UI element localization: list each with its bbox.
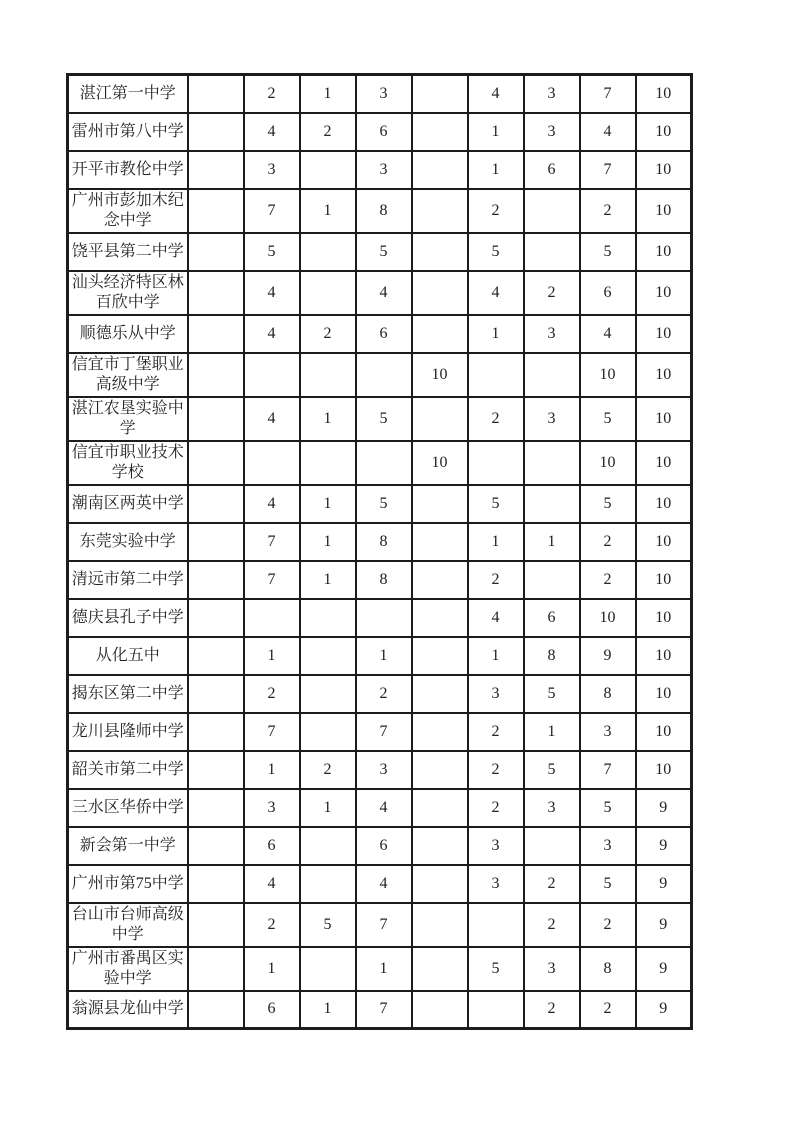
value-cell <box>188 353 244 397</box>
value-cell: 4 <box>468 75 524 113</box>
value-cell: 9 <box>636 947 692 991</box>
value-cell: 9 <box>636 827 692 865</box>
school-name-cell: 信宜市职业技术学校 <box>68 441 188 485</box>
value-cell: 10 <box>580 599 636 637</box>
value-cell: 10 <box>636 315 692 353</box>
value-cell: 9 <box>636 865 692 903</box>
school-name-cell: 台山市台师高级中学 <box>68 903 188 947</box>
table-row <box>68 113 692 151</box>
value-cell: 5 <box>356 233 412 271</box>
value-cell: 2 <box>356 675 412 713</box>
value-cell: 5 <box>356 485 412 523</box>
value-cell: 4 <box>356 789 412 827</box>
value-cell: 3 <box>468 865 524 903</box>
value-cell: 6 <box>244 827 300 865</box>
value-cell <box>300 599 356 637</box>
value-cell: 1 <box>468 151 524 189</box>
value-cell: 3 <box>524 113 580 151</box>
value-cell: 3 <box>468 675 524 713</box>
value-cell: 3 <box>524 75 580 113</box>
school-name-cell: 揭东区第二中学 <box>68 675 188 713</box>
value-cell: 10 <box>636 485 692 523</box>
value-cell <box>300 947 356 991</box>
table-row <box>68 599 692 637</box>
value-cell <box>468 903 524 947</box>
value-cell: 1 <box>300 485 356 523</box>
value-cell: 2 <box>580 189 636 233</box>
value-cell: 4 <box>468 599 524 637</box>
value-cell <box>524 441 580 485</box>
value-cell: 1 <box>468 523 524 561</box>
value-cell <box>188 991 244 1029</box>
value-cell: 7 <box>356 991 412 1029</box>
value-cell: 4 <box>580 315 636 353</box>
value-cell <box>412 599 468 637</box>
value-cell <box>412 397 468 441</box>
value-cell <box>412 485 468 523</box>
value-cell <box>188 827 244 865</box>
value-cell: 3 <box>524 947 580 991</box>
value-cell: 10 <box>636 75 692 113</box>
value-cell <box>412 315 468 353</box>
value-cell <box>188 397 244 441</box>
value-cell: 10 <box>636 189 692 233</box>
value-cell: 1 <box>244 947 300 991</box>
value-cell: 5 <box>468 233 524 271</box>
value-cell <box>300 441 356 485</box>
value-cell: 2 <box>524 991 580 1029</box>
value-cell: 1 <box>300 789 356 827</box>
table-row <box>68 485 692 523</box>
value-cell: 6 <box>580 271 636 315</box>
value-cell: 7 <box>580 751 636 789</box>
value-cell: 7 <box>244 189 300 233</box>
value-cell: 2 <box>468 751 524 789</box>
value-cell <box>188 751 244 789</box>
value-cell <box>188 599 244 637</box>
value-cell: 1 <box>300 75 356 113</box>
table-row <box>68 903 692 947</box>
table-row <box>68 523 692 561</box>
value-cell: 1 <box>524 713 580 751</box>
value-cell: 3 <box>356 151 412 189</box>
value-cell: 6 <box>356 113 412 151</box>
value-cell <box>188 441 244 485</box>
value-cell: 8 <box>356 189 412 233</box>
school-name-cell: 三水区华侨中学 <box>68 789 188 827</box>
table-body <box>68 75 692 1029</box>
value-cell <box>412 637 468 675</box>
school-name-cell: 翁源县龙仙中学 <box>68 991 188 1029</box>
value-cell <box>412 523 468 561</box>
value-cell: 2 <box>468 397 524 441</box>
value-cell <box>300 353 356 397</box>
value-cell: 2 <box>580 561 636 599</box>
value-cell: 5 <box>356 397 412 441</box>
value-cell: 2 <box>468 789 524 827</box>
value-cell: 3 <box>356 75 412 113</box>
value-cell <box>412 75 468 113</box>
value-cell: 10 <box>412 441 468 485</box>
value-cell: 10 <box>636 675 692 713</box>
value-cell: 6 <box>356 315 412 353</box>
value-cell: 7 <box>356 713 412 751</box>
value-cell <box>300 675 356 713</box>
table-row <box>68 151 692 189</box>
table-row <box>68 865 692 903</box>
value-cell: 5 <box>580 397 636 441</box>
value-cell <box>524 827 580 865</box>
value-cell <box>188 865 244 903</box>
value-cell: 1 <box>244 751 300 789</box>
value-cell: 1 <box>524 523 580 561</box>
value-cell <box>188 637 244 675</box>
value-cell <box>468 991 524 1029</box>
value-cell: 6 <box>524 599 580 637</box>
value-cell <box>188 113 244 151</box>
value-cell: 5 <box>468 485 524 523</box>
value-cell: 9 <box>636 903 692 947</box>
value-cell <box>412 903 468 947</box>
value-cell: 2 <box>580 991 636 1029</box>
school-name-cell: 信宜市丁堡职业高级中学 <box>68 353 188 397</box>
value-cell: 4 <box>356 271 412 315</box>
value-cell <box>244 599 300 637</box>
value-cell: 2 <box>524 903 580 947</box>
value-cell <box>412 991 468 1029</box>
school-name-cell: 广州市第75中学 <box>68 865 188 903</box>
value-cell: 7 <box>580 151 636 189</box>
school-name-cell: 韶关市第二中学 <box>68 751 188 789</box>
value-cell: 5 <box>524 675 580 713</box>
value-cell <box>188 75 244 113</box>
value-cell: 2 <box>244 903 300 947</box>
value-cell: 10 <box>580 353 636 397</box>
value-cell: 3 <box>580 827 636 865</box>
value-cell <box>188 713 244 751</box>
value-cell: 6 <box>356 827 412 865</box>
value-cell <box>188 675 244 713</box>
table-row <box>68 353 692 397</box>
school-name-cell: 从化五中 <box>68 637 188 675</box>
value-cell: 10 <box>636 523 692 561</box>
value-cell <box>412 189 468 233</box>
value-cell: 7 <box>244 523 300 561</box>
value-cell: 1 <box>300 523 356 561</box>
value-cell <box>244 353 300 397</box>
value-cell: 10 <box>580 441 636 485</box>
value-cell: 10 <box>636 713 692 751</box>
value-cell: 2 <box>468 713 524 751</box>
value-cell: 7 <box>356 903 412 947</box>
value-cell: 8 <box>356 523 412 561</box>
value-cell: 5 <box>580 789 636 827</box>
school-name-cell: 饶平县第二中学 <box>68 233 188 271</box>
value-cell: 2 <box>300 315 356 353</box>
value-cell: 2 <box>244 75 300 113</box>
value-cell: 7 <box>244 713 300 751</box>
value-cell: 10 <box>636 271 692 315</box>
value-cell: 8 <box>356 561 412 599</box>
value-cell: 1 <box>468 113 524 151</box>
value-cell: 5 <box>580 865 636 903</box>
value-cell <box>412 865 468 903</box>
value-cell: 5 <box>300 903 356 947</box>
value-cell <box>412 827 468 865</box>
value-cell: 7 <box>244 561 300 599</box>
value-cell: 2 <box>580 903 636 947</box>
value-cell <box>188 189 244 233</box>
value-cell: 1 <box>356 637 412 675</box>
school-name-cell: 顺德乐从中学 <box>68 315 188 353</box>
value-cell: 4 <box>244 485 300 523</box>
value-cell: 10 <box>636 637 692 675</box>
value-cell: 10 <box>412 353 468 397</box>
value-cell <box>188 233 244 271</box>
value-cell: 2 <box>524 271 580 315</box>
value-cell: 2 <box>300 113 356 151</box>
value-cell <box>468 441 524 485</box>
value-cell: 2 <box>300 751 356 789</box>
value-cell: 1 <box>300 561 356 599</box>
school-name-cell: 清远市第二中学 <box>68 561 188 599</box>
value-cell: 1 <box>468 637 524 675</box>
value-cell: 10 <box>636 441 692 485</box>
value-cell <box>300 865 356 903</box>
value-cell: 10 <box>636 397 692 441</box>
value-cell <box>300 151 356 189</box>
value-cell: 3 <box>580 713 636 751</box>
value-cell <box>188 151 244 189</box>
value-cell <box>188 523 244 561</box>
school-name-cell: 广州市彭加木纪念中学 <box>68 189 188 233</box>
value-cell: 3 <box>468 827 524 865</box>
value-cell <box>244 441 300 485</box>
value-cell <box>412 789 468 827</box>
school-name-cell: 广州市番禺区实验中学 <box>68 947 188 991</box>
value-cell <box>412 233 468 271</box>
schools-table <box>66 73 693 1030</box>
value-cell: 2 <box>580 523 636 561</box>
value-cell <box>468 353 524 397</box>
value-cell <box>188 903 244 947</box>
table-row <box>68 637 692 675</box>
table-row <box>68 397 692 441</box>
value-cell: 4 <box>580 113 636 151</box>
value-cell: 2 <box>468 189 524 233</box>
value-cell: 5 <box>580 233 636 271</box>
value-cell <box>524 353 580 397</box>
value-cell: 2 <box>468 561 524 599</box>
table-row <box>68 315 692 353</box>
value-cell <box>524 485 580 523</box>
school-name-cell: 龙川县隆师中学 <box>68 713 188 751</box>
value-cell: 8 <box>524 637 580 675</box>
value-cell: 10 <box>636 599 692 637</box>
value-cell <box>300 271 356 315</box>
value-cell: 3 <box>244 151 300 189</box>
value-cell: 10 <box>636 151 692 189</box>
value-cell: 9 <box>580 637 636 675</box>
table-row <box>68 827 692 865</box>
table-row <box>68 675 692 713</box>
table-row <box>68 947 692 991</box>
value-cell <box>300 713 356 751</box>
table-row <box>68 189 692 233</box>
value-cell <box>188 485 244 523</box>
value-cell: 2 <box>244 675 300 713</box>
value-cell: 9 <box>636 991 692 1029</box>
value-cell: 5 <box>524 751 580 789</box>
value-cell <box>412 675 468 713</box>
value-cell <box>524 561 580 599</box>
value-cell: 6 <box>244 991 300 1029</box>
value-cell <box>412 561 468 599</box>
table-row <box>68 271 692 315</box>
value-cell: 4 <box>244 865 300 903</box>
school-name-cell: 湛江农垦实验中学 <box>68 397 188 441</box>
value-cell <box>412 947 468 991</box>
value-cell <box>412 751 468 789</box>
school-name-cell: 开平市教伦中学 <box>68 151 188 189</box>
value-cell: 4 <box>468 271 524 315</box>
value-cell <box>412 113 468 151</box>
value-cell: 1 <box>300 189 356 233</box>
table-row <box>68 561 692 599</box>
school-name-cell: 东莞实验中学 <box>68 523 188 561</box>
value-cell: 3 <box>524 397 580 441</box>
value-cell: 3 <box>524 315 580 353</box>
value-cell: 7 <box>580 75 636 113</box>
table-row <box>68 751 692 789</box>
value-cell: 3 <box>356 751 412 789</box>
value-cell: 1 <box>356 947 412 991</box>
value-cell: 10 <box>636 233 692 271</box>
school-name-cell: 德庆县孔子中学 <box>68 599 188 637</box>
value-cell: 9 <box>636 789 692 827</box>
value-cell: 3 <box>244 789 300 827</box>
value-cell <box>524 189 580 233</box>
value-cell: 5 <box>468 947 524 991</box>
value-cell: 1 <box>468 315 524 353</box>
school-name-cell: 新会第一中学 <box>68 827 188 865</box>
value-cell <box>300 827 356 865</box>
value-cell: 5 <box>580 485 636 523</box>
value-cell <box>412 713 468 751</box>
value-cell: 4 <box>244 397 300 441</box>
value-cell: 4 <box>356 865 412 903</box>
school-name-cell: 湛江第一中学 <box>68 75 188 113</box>
table-row <box>68 991 692 1029</box>
value-cell <box>188 789 244 827</box>
value-cell <box>356 441 412 485</box>
value-cell <box>188 561 244 599</box>
value-cell: 1 <box>300 991 356 1029</box>
value-cell <box>356 353 412 397</box>
school-name-cell: 雷州市第八中学 <box>68 113 188 151</box>
table-row <box>68 75 692 113</box>
value-cell <box>188 947 244 991</box>
value-cell: 4 <box>244 113 300 151</box>
table-row <box>68 713 692 751</box>
value-cell: 6 <box>524 151 580 189</box>
value-cell: 2 <box>524 865 580 903</box>
value-cell: 8 <box>580 675 636 713</box>
value-cell: 5 <box>244 233 300 271</box>
value-cell <box>356 599 412 637</box>
value-cell <box>300 637 356 675</box>
value-cell: 1 <box>300 397 356 441</box>
value-cell: 10 <box>636 561 692 599</box>
value-cell <box>412 271 468 315</box>
value-cell: 4 <box>244 315 300 353</box>
school-name-cell: 汕头经济特区林百欣中学 <box>68 271 188 315</box>
value-cell: 10 <box>636 113 692 151</box>
value-cell <box>188 315 244 353</box>
table-row <box>68 233 692 271</box>
value-cell: 1 <box>244 637 300 675</box>
value-cell <box>188 271 244 315</box>
value-cell <box>412 151 468 189</box>
value-cell: 8 <box>580 947 636 991</box>
value-cell <box>300 233 356 271</box>
value-cell: 4 <box>244 271 300 315</box>
table-row <box>68 789 692 827</box>
value-cell: 3 <box>524 789 580 827</box>
value-cell <box>524 233 580 271</box>
table-row <box>68 441 692 485</box>
school-name-cell: 潮南区两英中学 <box>68 485 188 523</box>
value-cell: 10 <box>636 353 692 397</box>
value-cell: 10 <box>636 751 692 789</box>
